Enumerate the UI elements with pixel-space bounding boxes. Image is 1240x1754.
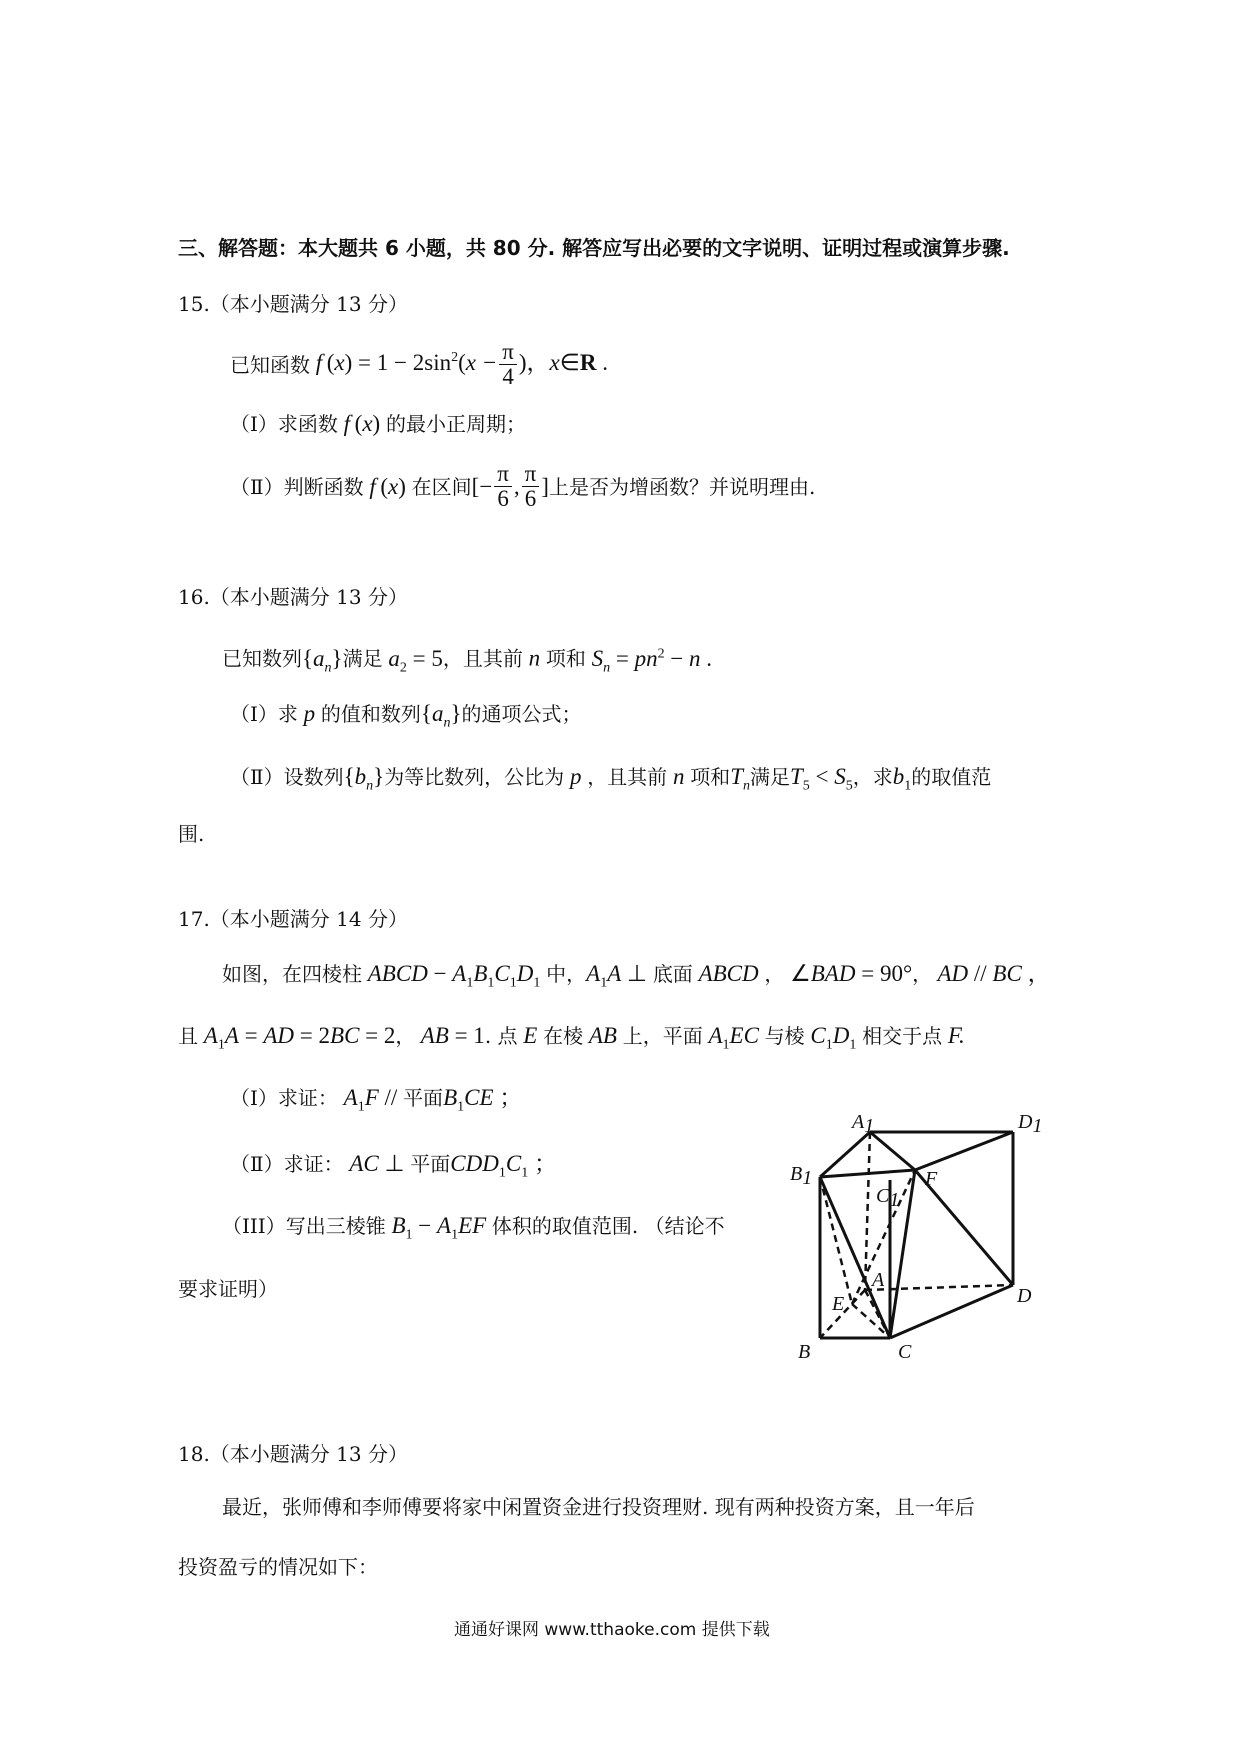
q17-prism: ABCD − $A_1B_1C_1D_1$ [362, 961, 541, 991]
q17-intro-b: 中， [546, 962, 587, 986]
q15-part2-mid: 在区间 [411, 474, 472, 499]
q16-part2 [230, 763, 991, 801]
q16-seq-an-2: $\{a_n\}$ [420, 701, 462, 731]
q17-b1ce: $B_1CE$ ； [443, 1085, 523, 1115]
q15-part1 [230, 410, 526, 438]
q16-b1: $b_1$ [892, 764, 912, 794]
q16-inequality: $T_5 < S_5$ [789, 764, 853, 794]
q16-part2-b: 为等比数列，公比为 [384, 765, 565, 789]
q15-part2-fx: f (x) [363, 473, 406, 499]
q16-part1 [230, 700, 582, 738]
q15-title: 15.（本小题满分 13 分） [178, 292, 408, 316]
q16-intro-d: 项和 [545, 646, 586, 671]
q17-line2-c: . 点 [484, 1024, 518, 1048]
q16-intro-a: 已知数列 [222, 646, 302, 671]
label-d: D [1017, 1285, 1032, 1307]
label-b1: B1 [790, 1163, 813, 1189]
q17-abcd: ABCD [692, 961, 765, 986]
q17-line2-e: 上，平面 [622, 1024, 703, 1048]
footer-source: 通通好课网 www.tthaoke.com 提供下载 [454, 1620, 770, 1640]
edge-a1-b1 [820, 1132, 870, 1177]
q16-part1-b: 的值和数列 [320, 702, 421, 726]
edge-f-d1 [915, 1132, 1013, 1170]
q17-intro-e: ， [912, 962, 933, 986]
label-f: F [925, 1168, 938, 1190]
q17-line2-f: 与棱 [764, 1024, 805, 1048]
q16-p-2: p [564, 764, 588, 789]
label-e: E [832, 1293, 845, 1315]
q17-line2-g: 相交于点 [862, 1024, 943, 1048]
edge-c-d [890, 1285, 1013, 1338]
q16-part2-g: 的取值范 [911, 765, 992, 789]
label-d1: D1 [1018, 1111, 1043, 1137]
q16-part2-d: 项和 [690, 765, 731, 789]
label-c1: C1 [876, 1185, 900, 1211]
q17-part1-a: （Ⅰ）求证： [230, 1086, 338, 1110]
prism-figure [780, 1110, 1060, 1365]
q16-part2-e: 满足 [749, 765, 790, 789]
q16-sn-formula: $S_n = pn^2 - n$ . [585, 645, 713, 676]
q17-line2-a: 且 [178, 1024, 198, 1048]
q15-part1-fx: f (x) [337, 411, 381, 436]
q17-ab: AB = 1 [415, 1023, 485, 1048]
q16-intro [222, 640, 712, 682]
q17-line2-b: ， [395, 1024, 416, 1048]
label-a1: A1 [852, 1111, 875, 1137]
q16-seq-bn: $\{b_n\}$ [343, 764, 385, 794]
q15-part2 [230, 462, 815, 511]
q17-intro [222, 960, 1051, 998]
q16-part1-a: （Ⅰ）求 [230, 702, 298, 726]
q17-part1-b: 平面 [403, 1086, 444, 1110]
q17-cdd1c1: $CDD_1C_1$ ； [450, 1151, 557, 1181]
q18-line2: 投资盈亏的情况如下： [178, 1555, 378, 1579]
q17-part2-a: （Ⅱ）求证： [230, 1152, 344, 1176]
q17-pyramid: $B_1 - A_1EF$ [385, 1213, 492, 1243]
edge-a1-f [870, 1132, 915, 1170]
q16-title: 16.（本小题满分 13 分） [178, 585, 408, 609]
q17-part3 [222, 1212, 725, 1250]
q17-line2 [178, 1022, 965, 1060]
q17-title: 17.（本小题满分 14 分） [178, 907, 408, 931]
q17-part2-b: 平面 [410, 1152, 451, 1176]
q17-part1 [230, 1084, 522, 1122]
label-a: A [872, 1269, 885, 1291]
q16-seq-an: $\{a_n\}$ [302, 645, 343, 676]
label-c: C [898, 1341, 912, 1363]
q17-c1d1: $C_1D_1$ [804, 1023, 857, 1053]
q16-intro-c: ，且其前 [442, 646, 523, 671]
q15-part2-suffix: 上是否为增函数？并说明理由. [548, 474, 816, 499]
q16-part2-wrap: 围. [178, 822, 205, 846]
section-heading: 三、解答题：本大题共 6 小题，共 80 分. 解答应写出必要的文字说明、证明过程或演算步骤. [178, 236, 1010, 260]
edge-a-d-hidden [865, 1285, 1013, 1290]
q17-a1ec: $A_1EC$ [702, 1023, 765, 1053]
q16-intro-b: 满足 [342, 646, 383, 671]
edge-e-c-hidden [852, 1304, 890, 1338]
q17-f: F. [942, 1023, 965, 1048]
q17-angle: ∠BAD = 90° [790, 961, 913, 986]
q15-part1-prefix: （Ⅰ）求函数 [230, 412, 338, 436]
q17-part3-a: （III）写出三棱锥 [222, 1214, 386, 1238]
q18-title: 18.（本小题满分 13 分） [178, 1442, 408, 1466]
label-b: B [798, 1341, 811, 1363]
q17-part3-wrap: 要求证明） [178, 1277, 278, 1301]
q17-line2-d: 在棱 [543, 1024, 584, 1048]
q15-part2-prefix: （Ⅱ）判断函数 [230, 474, 364, 499]
q17-e: E [517, 1023, 544, 1048]
q16-a2: $a_2 = 5$ [382, 645, 443, 676]
q17-part3-b: 体积的取值范围. （结论不 [491, 1214, 725, 1238]
q16-part2-a: （Ⅱ）设数列 [230, 765, 344, 789]
q17-ac-perp: AC ⊥ [343, 1151, 411, 1176]
q16-n: n [522, 645, 546, 671]
q16-part2-c: ，且其前 [587, 765, 668, 789]
q17-intro-d: ， [764, 962, 785, 986]
q16-p: p [297, 701, 321, 726]
q16-part1-c: 的通项公式； [461, 702, 582, 726]
q17-parallel: AD // BC ， [932, 961, 1051, 986]
q17-intro-a: 如图，在四棱柱 [222, 962, 362, 986]
q17-lengths: $A_1A$ = AD = 2BC = 2 [198, 1023, 396, 1053]
q16-n-2: n [667, 764, 691, 789]
q17-a1f: $A_1F$ // [337, 1085, 404, 1115]
q15-part1-suffix: 的最小正周期； [385, 412, 526, 436]
q17-a1a-perp: $A_1A$ ⊥ [586, 961, 653, 991]
q18-line1: 最近，张师傅和李师傅要将家中闲置资金进行投资理财. 现有两种投资方案，且一年后 [222, 1495, 975, 1519]
q17-part2 [230, 1150, 557, 1188]
q16-tn: $T_n$ [730, 764, 750, 794]
q15-intro [230, 340, 608, 389]
q17-ab-2: AB [583, 1023, 623, 1048]
q15-interval: [− $\frac{\pi}{6}$ , $\frac{\pi}{6}$ ] [471, 461, 549, 511]
q15-intro-text: 已知函数 [230, 352, 310, 377]
q16-part2-f: ，求 [852, 765, 893, 789]
q17-intro-c: 底面 [652, 962, 693, 986]
q15-function-formula: f $(x) = 1 - 2\sin^2(x$ − $\frac{\pi}{4}$ )，x∈R . [310, 339, 608, 389]
